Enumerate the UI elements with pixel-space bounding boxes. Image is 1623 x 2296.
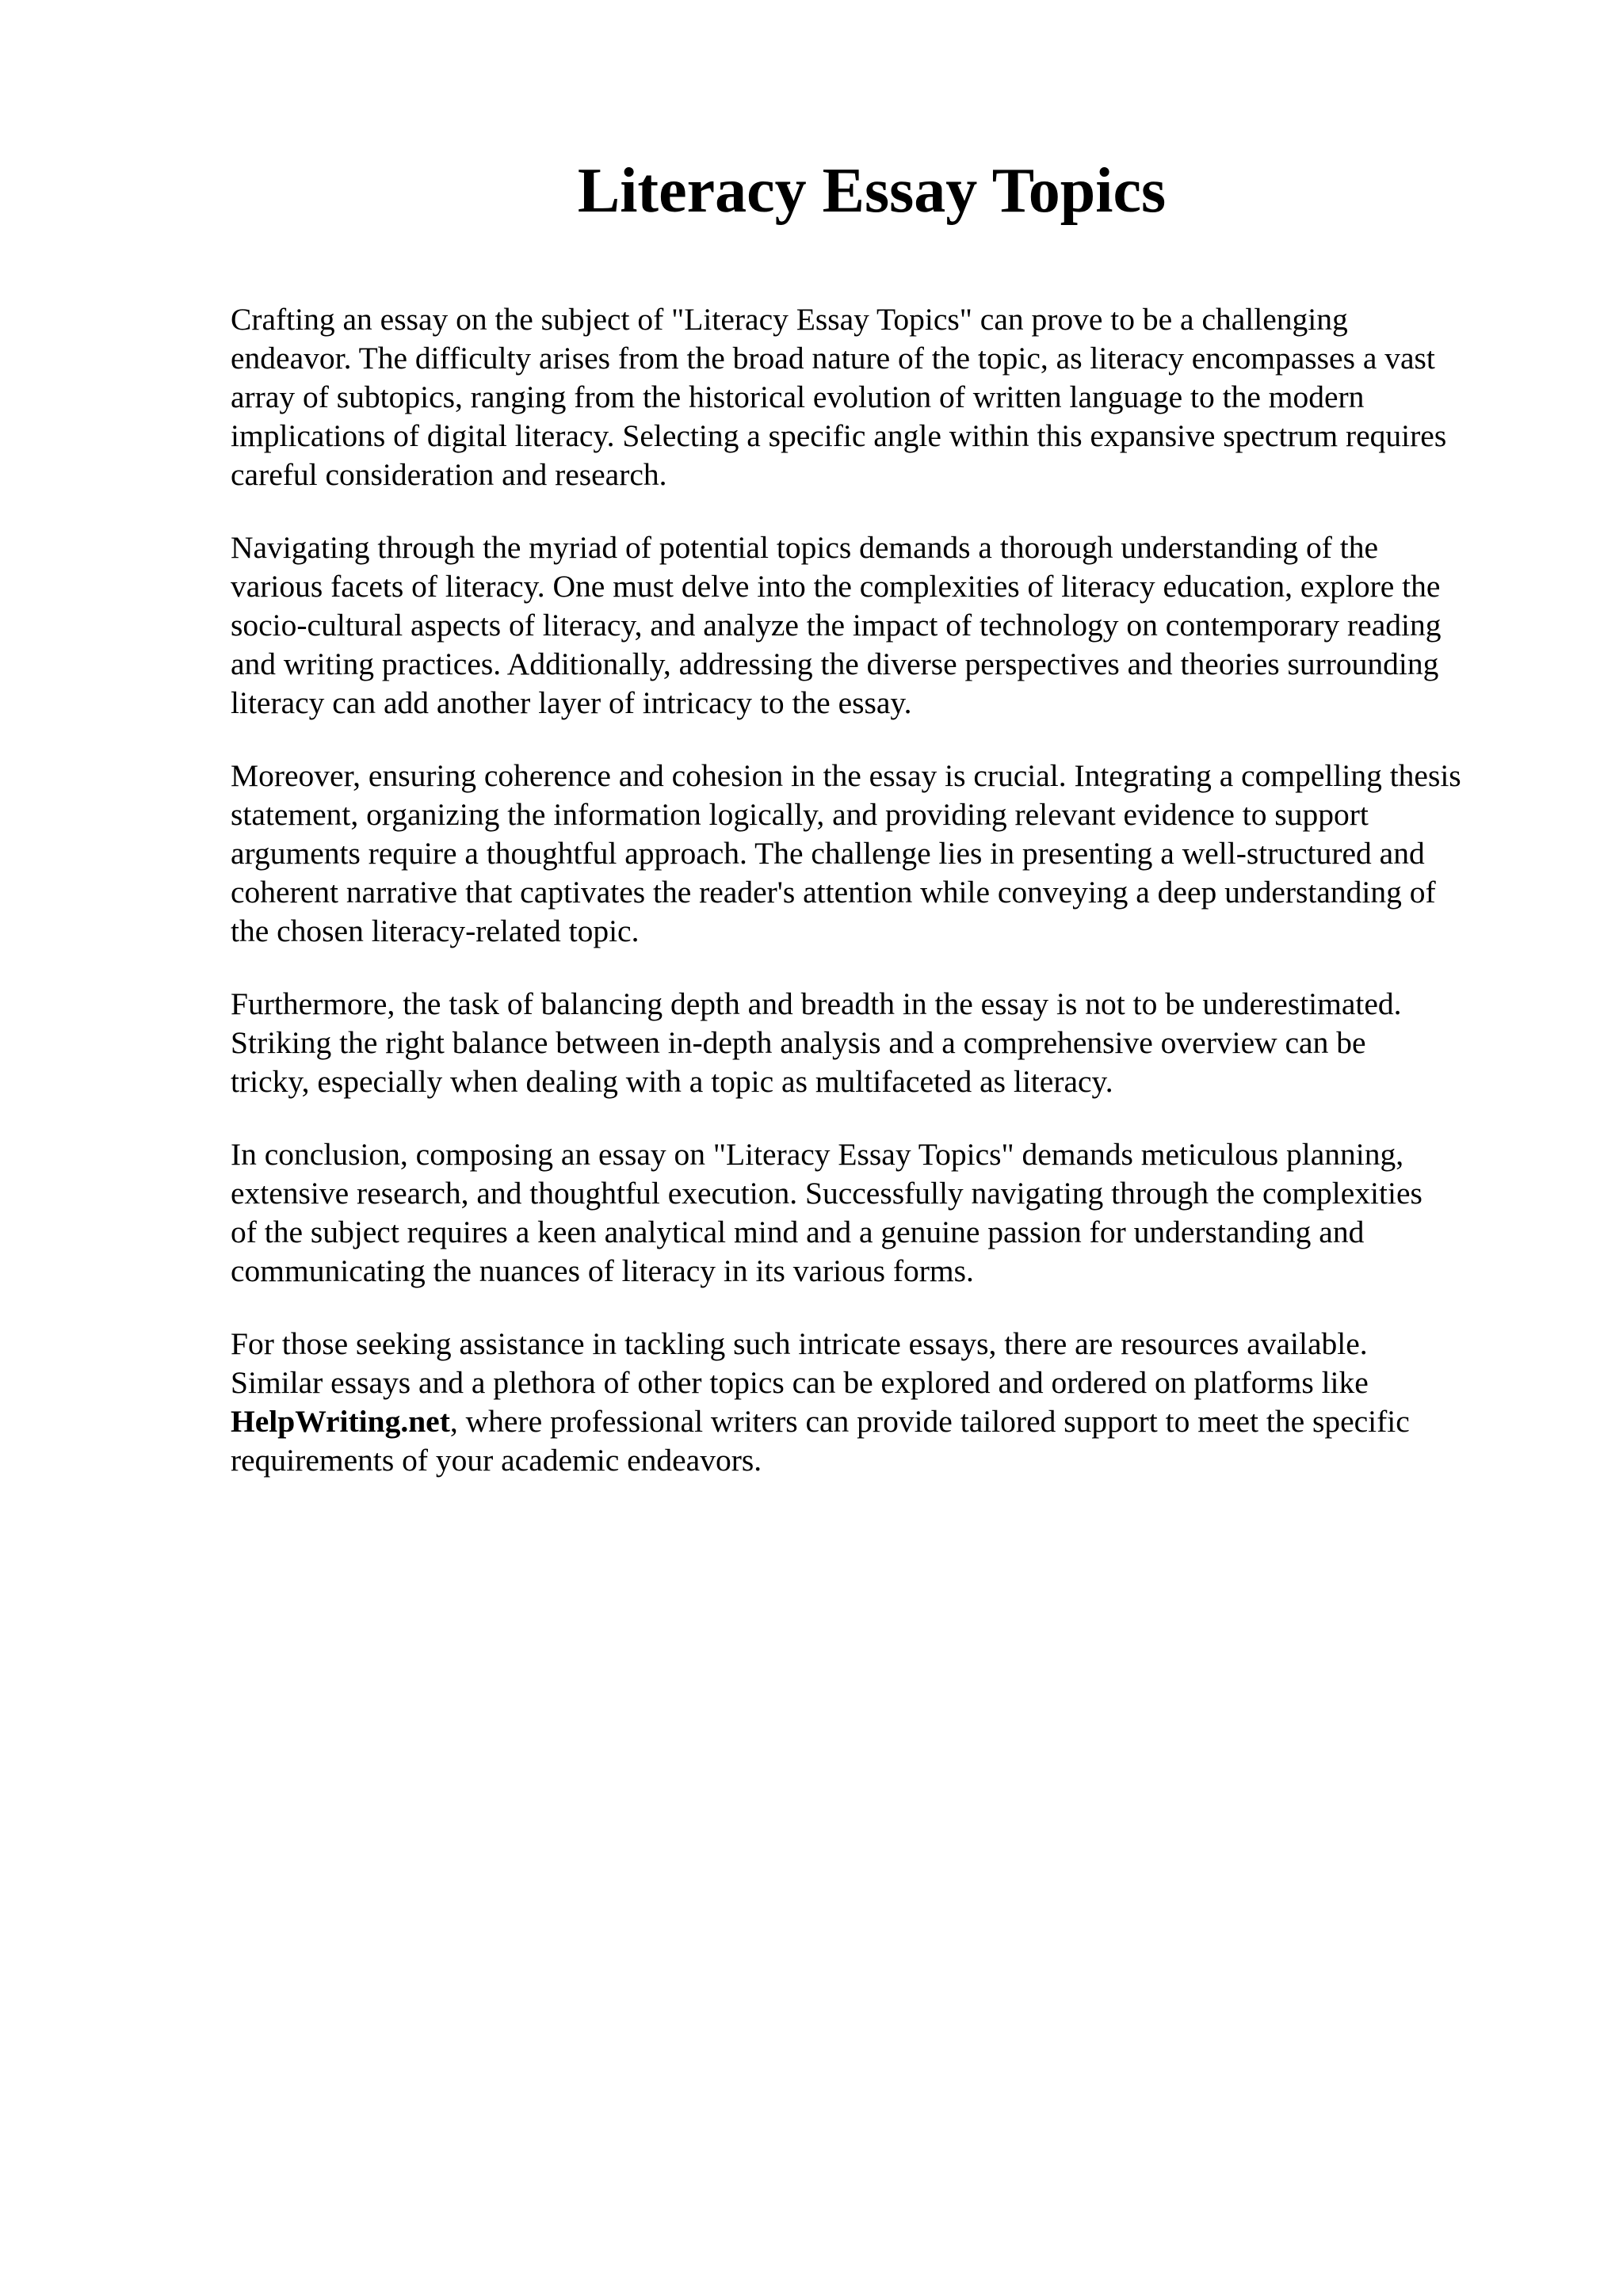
text-fragment: , where professional writers can provide tailored support to meet the specific <box>449 1404 1410 1439</box>
text-line: of the subject requires a keen analytical mind and a genuine passion for understanding and <box>231 1215 1365 1249</box>
text-line: array of subtopics, ranging from the historical evolution of written language to the modern <box>231 379 1365 414</box>
paragraph-4 <box>231 985 1562 1101</box>
text-line: Moreover, ensuring coherence and cohesion in the essay is crucial. Integrating a compelling thesis <box>231 758 1461 793</box>
text-line: statement, organizing the information logically, and providing relevant evidence to support <box>231 797 1369 832</box>
text-line: careful consideration and research. <box>231 457 667 492</box>
text-line-with-brand <box>231 1402 1562 1441</box>
text-line: tricky, especially when dealing with a topic as multifaceted as literacy. <box>231 1064 1113 1099</box>
document-body <box>231 300 1562 1514</box>
text-line: endeavor. The difficulty arises from the broad nature of the topic, as literacy encompasses a vast <box>231 341 1435 376</box>
page-title: Literacy Essay Topics <box>577 156 1167 226</box>
paragraph-5 <box>231 1135 1562 1291</box>
text-line: extensive research, and thoughtful execution. Successfully navigating through the complexities <box>231 1176 1423 1211</box>
text-line: In conclusion, composing an essay on "Literacy Essay Topics" demands meticulous planning, <box>231 1137 1404 1172</box>
text-line: coherent narrative that captivates the reader's attention while conveying a deep understanding of <box>231 875 1436 910</box>
text-line: the chosen literacy-related topic. <box>231 913 640 948</box>
text-line: Navigating through the myriad of potential topics demands a thorough understanding of the <box>231 530 1379 565</box>
text-line: socio-cultural aspects of literacy, and analyze the impact of technology on contemporary reading <box>231 608 1442 643</box>
text-line: For those seeking assistance in tackling such intricate essays, there are resources available. <box>231 1326 1368 1361</box>
paragraph-2 <box>231 528 1562 723</box>
paragraph-3 <box>231 757 1562 951</box>
paragraph-1 <box>231 300 1562 494</box>
text-line: Furthermore, the task of balancing depth and breadth in the essay is not to be underestimated. <box>231 986 1402 1021</box>
text-line: and writing practices. Additionally, addressing the diverse perspectives and theories surrounding <box>231 646 1439 681</box>
text-line: implications of digital literacy. Selecting a specific angle within this expansive spectrum requires <box>231 418 1447 453</box>
text-line: Striking the right balance between in-depth analysis and a comprehensive overview can be <box>231 1025 1366 1060</box>
text-line: requirements of your academic endeavors. <box>231 1443 762 1478</box>
text-line: Similar essays and a plethora of other topics can be explored and ordered on platforms like <box>231 1365 1369 1400</box>
helpwriting-brand-text: HelpWriting.net <box>231 1404 450 1439</box>
text-line: communicating the nuances of literacy in its various forms. <box>231 1253 974 1288</box>
paragraph-closing <box>231 1325 1562 1480</box>
text-line: literacy can add another layer of intricacy to the essay. <box>231 685 912 720</box>
text-line: arguments require a thoughtful approach. The challenge lies in presenting a well-structured and <box>231 836 1425 871</box>
text-line: Crafting an essay on the subject of "Literacy Essay Topics" can prove to be a challenging <box>231 302 1348 337</box>
text-line: various facets of literacy. One must delve into the complexities of literacy education, explore the <box>231 569 1441 604</box>
